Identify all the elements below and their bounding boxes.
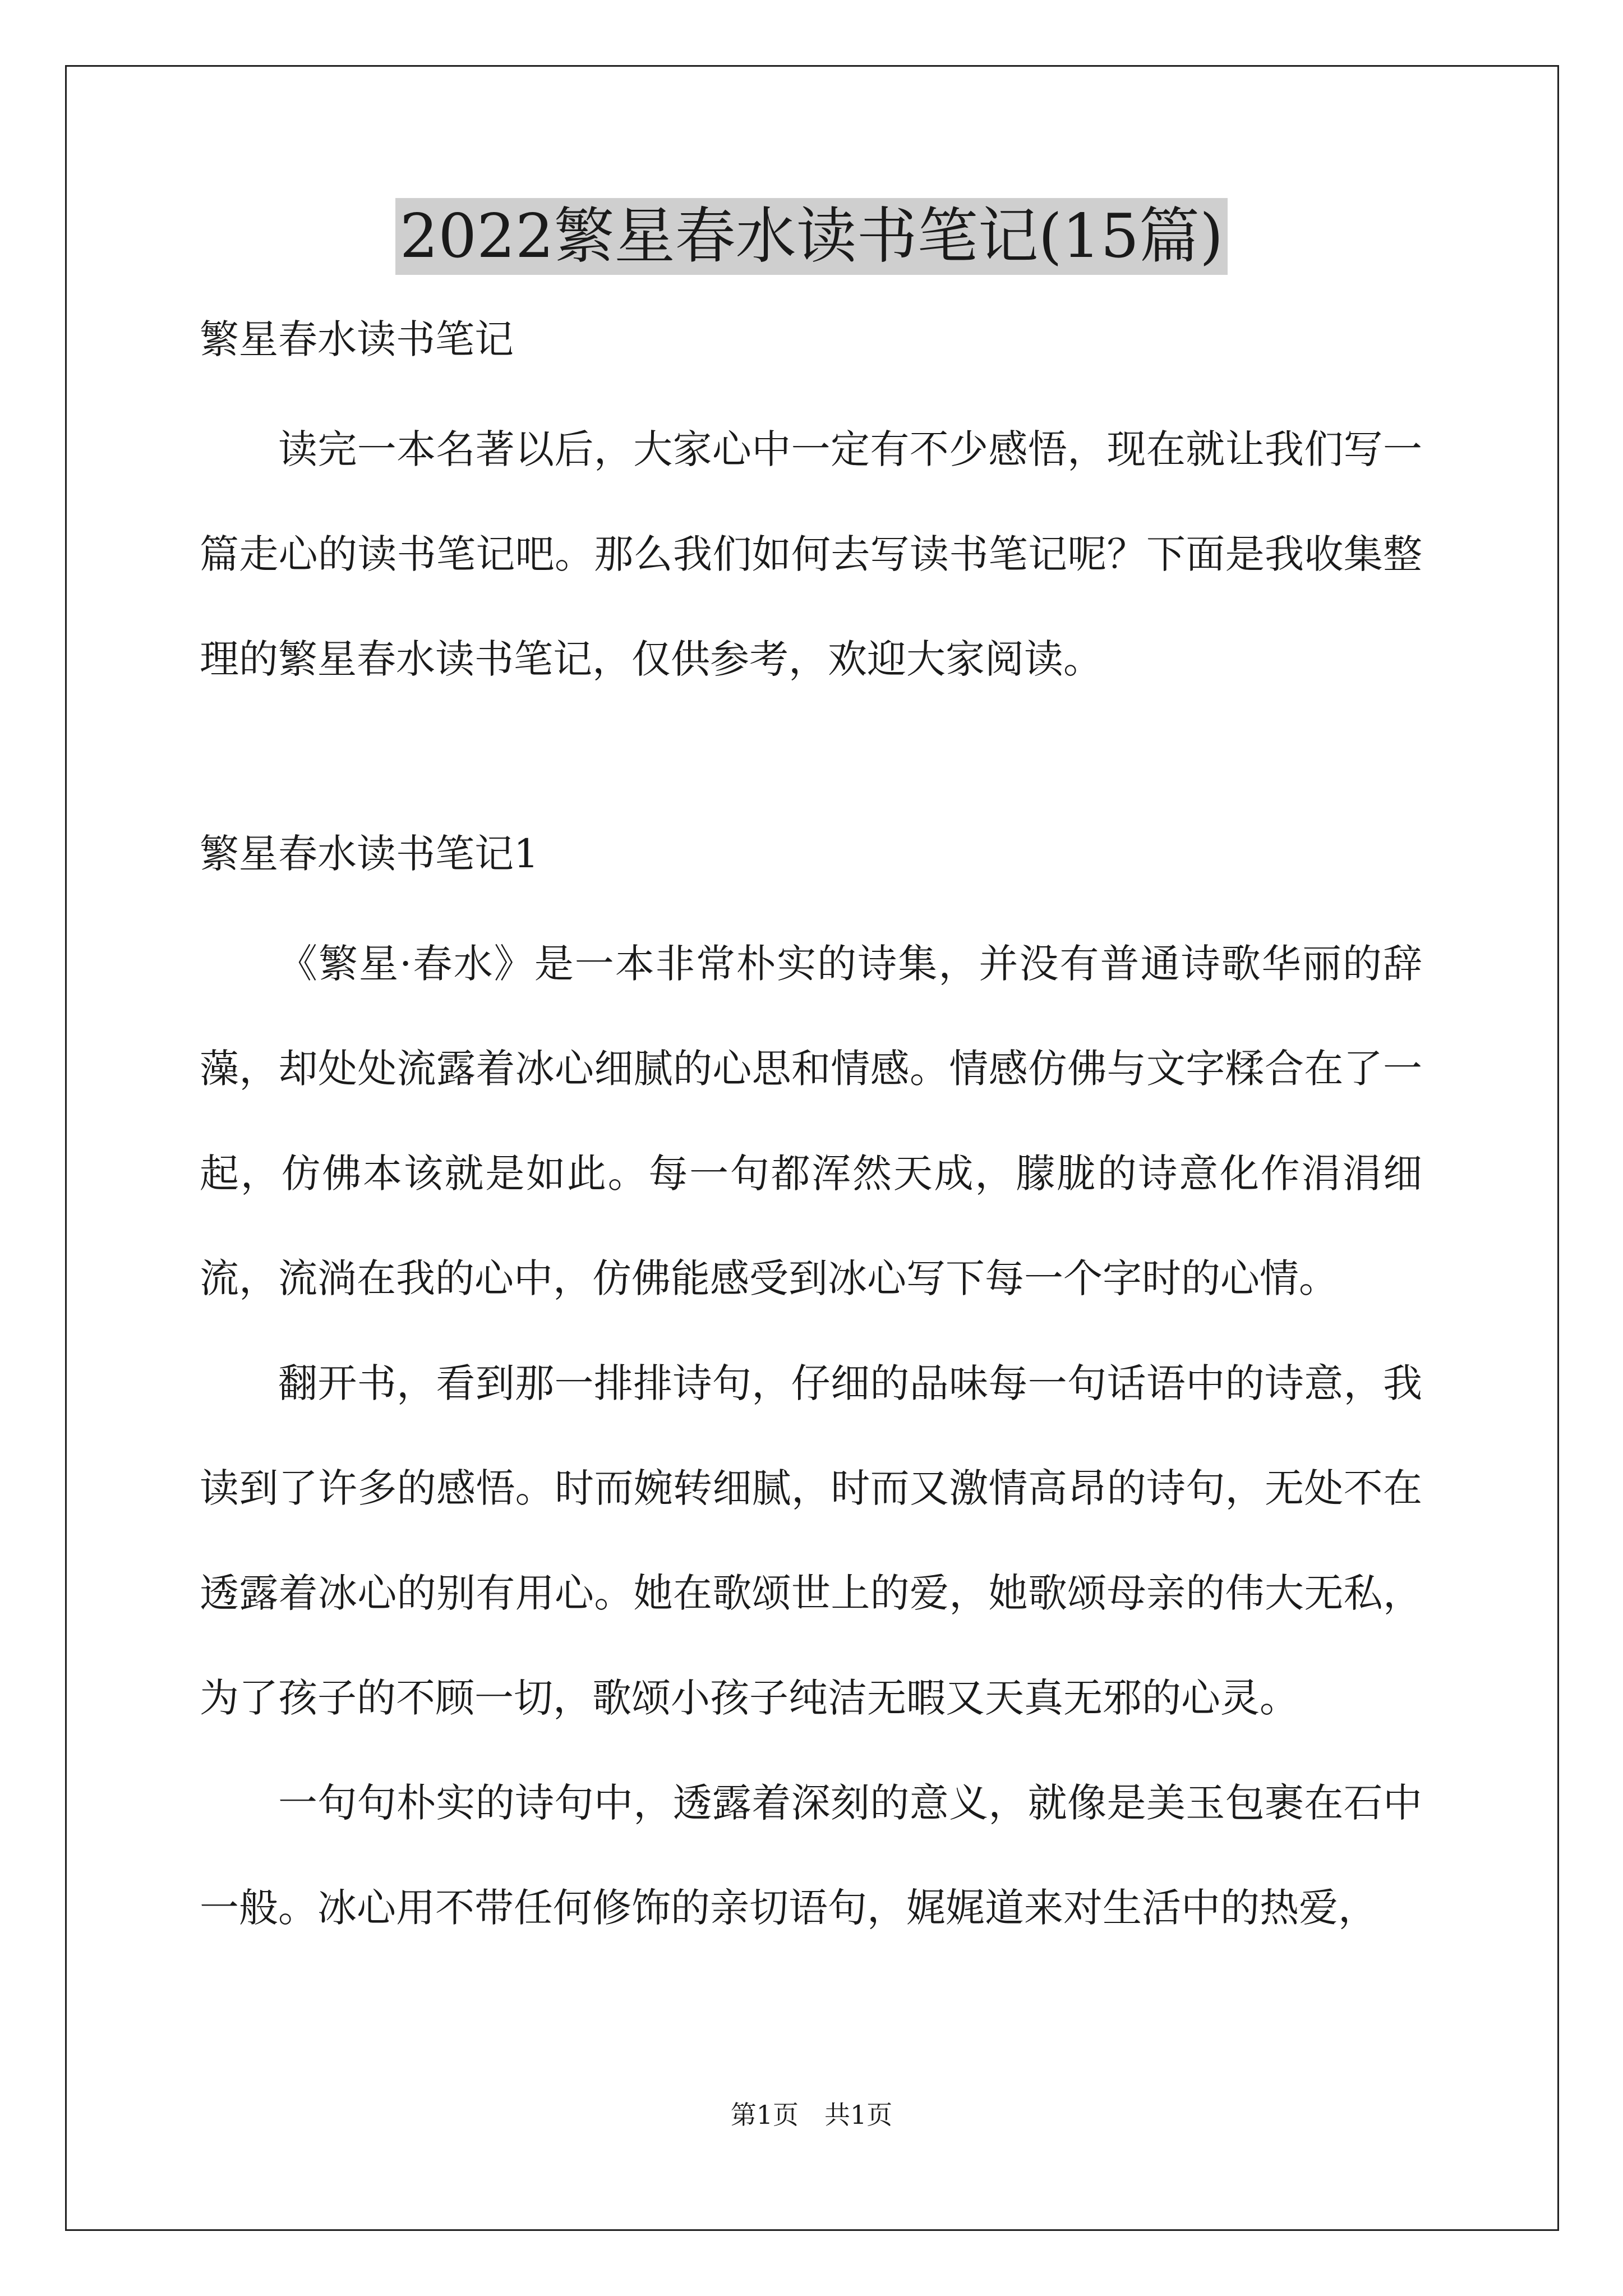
document-body bbox=[200, 314, 1422, 1961]
page-number-footer: 第1页 共1页 bbox=[730, 2100, 893, 2130]
section1-paragraph-1: 《繁星·春水》是一本非常朴实的诗集，并没有普通诗歌华丽的辞藻，却处处流露着冰心细腻的心思和情感。情感仿佛与文字糅合在了一起，仿佛本该就是如此。每一句都浑然天成，朦胧的诗意化作涓涓细流，流淌在我的心中，仿佛能感受到冰心写下每一个字时的心情。 bbox=[200, 941, 1422, 1301]
section1-heading: 繁星春水读书笔记1 bbox=[200, 831, 539, 877]
intro-heading: 繁星春水读书笔记 bbox=[200, 316, 514, 362]
intro-paragraph: 读完一本名著以后，大家心中一定有不少感悟，现在就让我们写一篇走心的读书笔记吧。那么我们如何去写读书笔记呢？下面是我收集整理的繁星春水读书笔记，仅供参考，欢迎大家阅读。 bbox=[200, 426, 1422, 682]
section1-paragraph-2: 翻开书，看到那一排排诗句，仔细的品味每一句话语中的诗意，我读到了许多的感悟。时而婉转细腻，时而又激情高昂的诗句，无处不在透露着冰心的别有用心。她在歌颂世上的爱，她歌颂母亲的伟大无私，为了孩子的不顾一切，歌颂小孩子纯洁无暇又天真无邪的心灵。 bbox=[200, 1360, 1422, 1721]
document-title bbox=[0, 197, 1623, 276]
section1-paragraph-3: 一句句朴实的诗句中，透露着深刻的意义，就像是美玉包裹在石中一般。冰心用不带任何修饰的亲切语句，娓娓道来对生活中的热爱， bbox=[200, 1780, 1422, 1931]
document-title-text: 2022繁星春水读书笔记(15篇) bbox=[395, 198, 1228, 275]
